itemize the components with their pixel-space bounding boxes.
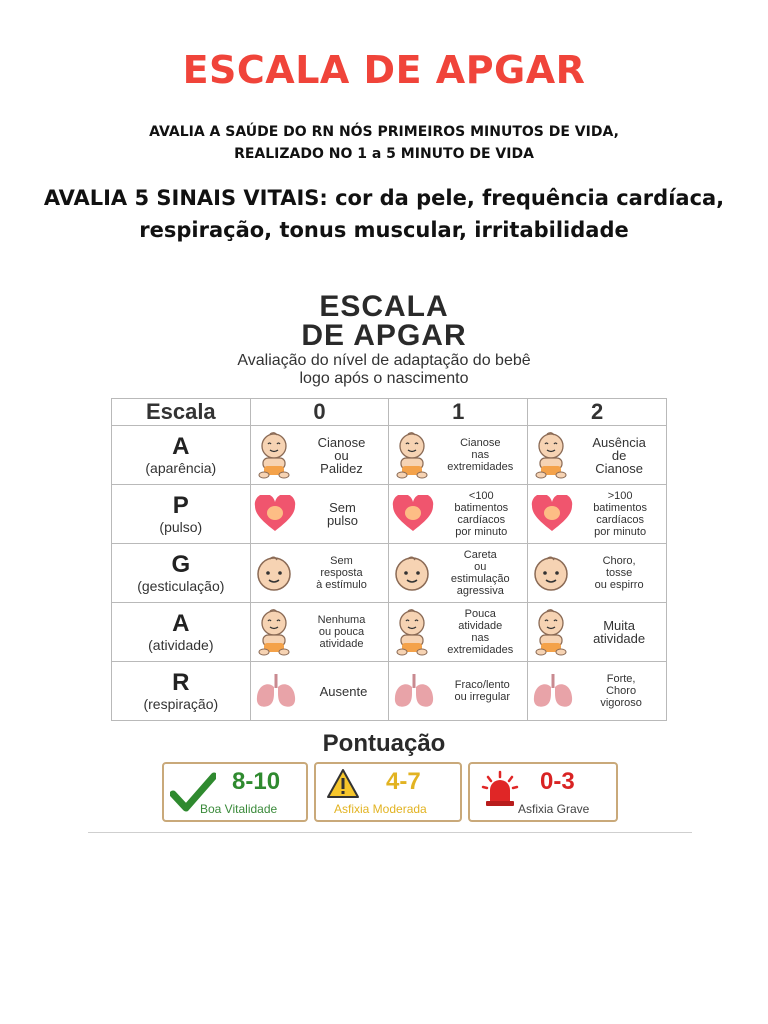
criteria-line: extremidades [447, 644, 514, 656]
criteria-line: ou irregular [454, 691, 511, 703]
pontuacao-title: Pontuação [322, 730, 446, 757]
criteria-line: batimentos [454, 502, 509, 514]
score-2-cell [528, 603, 667, 662]
apgar-header-row [112, 399, 667, 426]
badge-good-label: Boa Vitalidade [200, 802, 278, 816]
apgar-row [112, 544, 667, 603]
criteria-line: vigoroso [600, 697, 642, 709]
criteria-text [436, 549, 524, 597]
criteria-text [436, 608, 524, 656]
score-2-cell [528, 662, 667, 721]
sign-cell [112, 603, 251, 662]
criteria-line: atividade [319, 638, 364, 650]
score-badges [162, 762, 618, 826]
criteria-line: ou [474, 561, 487, 573]
criteria-text [575, 619, 663, 645]
score-2-cell [528, 485, 667, 544]
badge-moderate-score: 4-7 [386, 768, 421, 795]
criteria-text [575, 436, 663, 475]
criteria-line: ou [334, 447, 349, 463]
criteria-line: batimentos [593, 502, 647, 514]
sign-name: (atividade) [148, 636, 214, 653]
criteria-line: ou pouca [318, 626, 365, 638]
sign-cell [112, 662, 251, 721]
main-title: ESCALA DE APGAR [182, 48, 586, 92]
criteria-line: Careta [463, 549, 497, 561]
score-0-cell [250, 662, 389, 721]
card-title [0, 292, 768, 350]
criteria-line: por minuto [594, 526, 647, 538]
baby-face-icon [254, 553, 294, 593]
sign-letter: P [172, 491, 189, 519]
sign-name: (aparência) [145, 459, 217, 476]
subtitle-line-1: AVALIA A SAÚDE DO RN NÓS PRIMEIROS MINUTOS DE VIDA, [149, 124, 619, 140]
intro-line-1: AVALIA 5 SINAIS VITAIS: cor da pele, frequência cardíaca, [43, 186, 725, 210]
header-score-2: 2 [528, 399, 667, 426]
criteria-line: estimulação [450, 573, 510, 585]
card-subtitle-line-2: logo após o nascimento [299, 370, 469, 387]
baby-body-icon [254, 431, 294, 479]
card-subtitle [0, 352, 768, 388]
criteria-text [438, 490, 524, 538]
criteria-line: Cianose [460, 437, 501, 449]
criteria-line: à estímulo [316, 579, 367, 591]
criteria-line: por minuto [455, 526, 508, 538]
heart-icon [392, 495, 434, 533]
apgar-table [111, 398, 667, 721]
lungs-icon [392, 673, 436, 709]
header-score-1: 1 [389, 399, 528, 426]
criteria-line: <100 [468, 490, 494, 502]
apgar-row [112, 426, 667, 485]
criteria-text [298, 555, 386, 591]
criteria-text [300, 501, 386, 527]
badge-severe [468, 762, 618, 822]
lungs-icon [531, 673, 575, 709]
badge-good [162, 762, 308, 822]
criteria-line: cardíacos [596, 514, 644, 526]
sign-letter: G [171, 550, 191, 578]
sign-cell [112, 544, 251, 603]
sign-cell [112, 485, 251, 544]
criteria-line: Ausente [319, 683, 368, 699]
criteria-line: Pouca [464, 608, 496, 620]
criteria-line: Muita [603, 618, 635, 633]
criteria-line: nas [471, 632, 490, 644]
sign-name: (respiração) [143, 695, 219, 712]
apgar-row [112, 662, 667, 721]
badge-moderate [314, 762, 462, 822]
siren-icon [480, 768, 520, 808]
subtitle-line-2: REALIZADO NO 1 a 5 MINUTO DE VIDA [234, 146, 534, 162]
badge-severe-label: Asfixia Grave [518, 802, 590, 816]
score-0-cell [250, 603, 389, 662]
criteria-text [579, 673, 663, 709]
criteria-line: ou espirro [594, 579, 644, 591]
criteria-line: >100 [607, 490, 633, 502]
intro-line-2: respiração, tonus muscular, irritabilidade [139, 218, 629, 242]
heart-icon [254, 495, 296, 533]
baby-face-icon [531, 553, 571, 593]
baby-face-icon [392, 553, 432, 593]
criteria-text [577, 490, 663, 538]
header-score-0: 0 [250, 399, 389, 426]
score-1-cell [389, 662, 528, 721]
criteria-text [298, 436, 386, 475]
card-title-line-2: DE APGAR [301, 319, 467, 352]
sign-letter: A [172, 609, 190, 637]
heart-icon [531, 495, 573, 533]
criteria-line: Choro [606, 685, 637, 697]
criteria-text [298, 614, 386, 650]
warning-icon [326, 768, 360, 800]
criteria-line: tosse [605, 567, 633, 579]
baby-body-icon [392, 608, 432, 656]
baby-body-icon [254, 608, 294, 656]
card-title-line-1: ESCALA [319, 290, 449, 323]
score-1-cell [389, 485, 528, 544]
criteria-line: cardíacos [457, 514, 506, 526]
card-subtitle-line-1: Avaliação do nível de adaptação do bebê [237, 352, 531, 369]
subtitle [0, 121, 768, 165]
criteria-line: atividade [593, 631, 646, 646]
apgar-row [112, 603, 667, 662]
criteria-line: Fraco/lento [454, 679, 510, 691]
criteria-line: Sem [329, 500, 356, 515]
criteria-line: atividade [458, 620, 503, 632]
sign-name: (pulso) [159, 518, 203, 535]
criteria-text [302, 685, 386, 698]
sign-letter: R [172, 668, 190, 696]
baby-body-icon [392, 431, 432, 479]
divider-line [88, 832, 692, 833]
intro-text [14, 182, 754, 246]
lungs-icon [254, 673, 298, 709]
score-2-cell [528, 544, 667, 603]
criteria-line: nas [471, 449, 490, 461]
score-0-cell [250, 426, 389, 485]
score-0-cell [250, 544, 389, 603]
sign-letter: A [172, 432, 190, 460]
criteria-line: extremidades [447, 461, 514, 473]
criteria-line: agressiva [456, 585, 504, 597]
score-1-cell [389, 426, 528, 485]
criteria-line: Sem [330, 555, 353, 567]
baby-body-icon [531, 608, 571, 656]
score-1-cell [389, 603, 528, 662]
criteria-text [440, 679, 524, 703]
criteria-line: Choro, [602, 555, 636, 567]
apgar-row [112, 485, 667, 544]
header-escala: Escala [112, 399, 251, 426]
badge-severe-score: 0-3 [540, 768, 575, 795]
criteria-text [436, 437, 524, 473]
criteria-line: resposta [320, 567, 363, 579]
criteria-text [575, 555, 663, 591]
sign-cell [112, 426, 251, 485]
criteria-line: Palidez [320, 460, 363, 476]
criteria-line: pulso [326, 513, 359, 528]
score-0-cell [250, 485, 389, 544]
badge-moderate-label: Asfixia Moderada [334, 802, 427, 816]
criteria-line: Ausência [592, 434, 646, 450]
criteria-line: Cianose [317, 434, 366, 450]
baby-body-icon [531, 431, 571, 479]
criteria-line: Cianose [595, 460, 643, 476]
criteria-line: Nenhuma [317, 614, 366, 626]
criteria-line: de [611, 447, 627, 463]
criteria-line: Forte, [606, 673, 636, 685]
score-1-cell [389, 544, 528, 603]
badge-good-score: 8-10 [232, 768, 281, 795]
score-2-cell [528, 426, 667, 485]
sign-name: (gesticulação) [137, 577, 225, 594]
